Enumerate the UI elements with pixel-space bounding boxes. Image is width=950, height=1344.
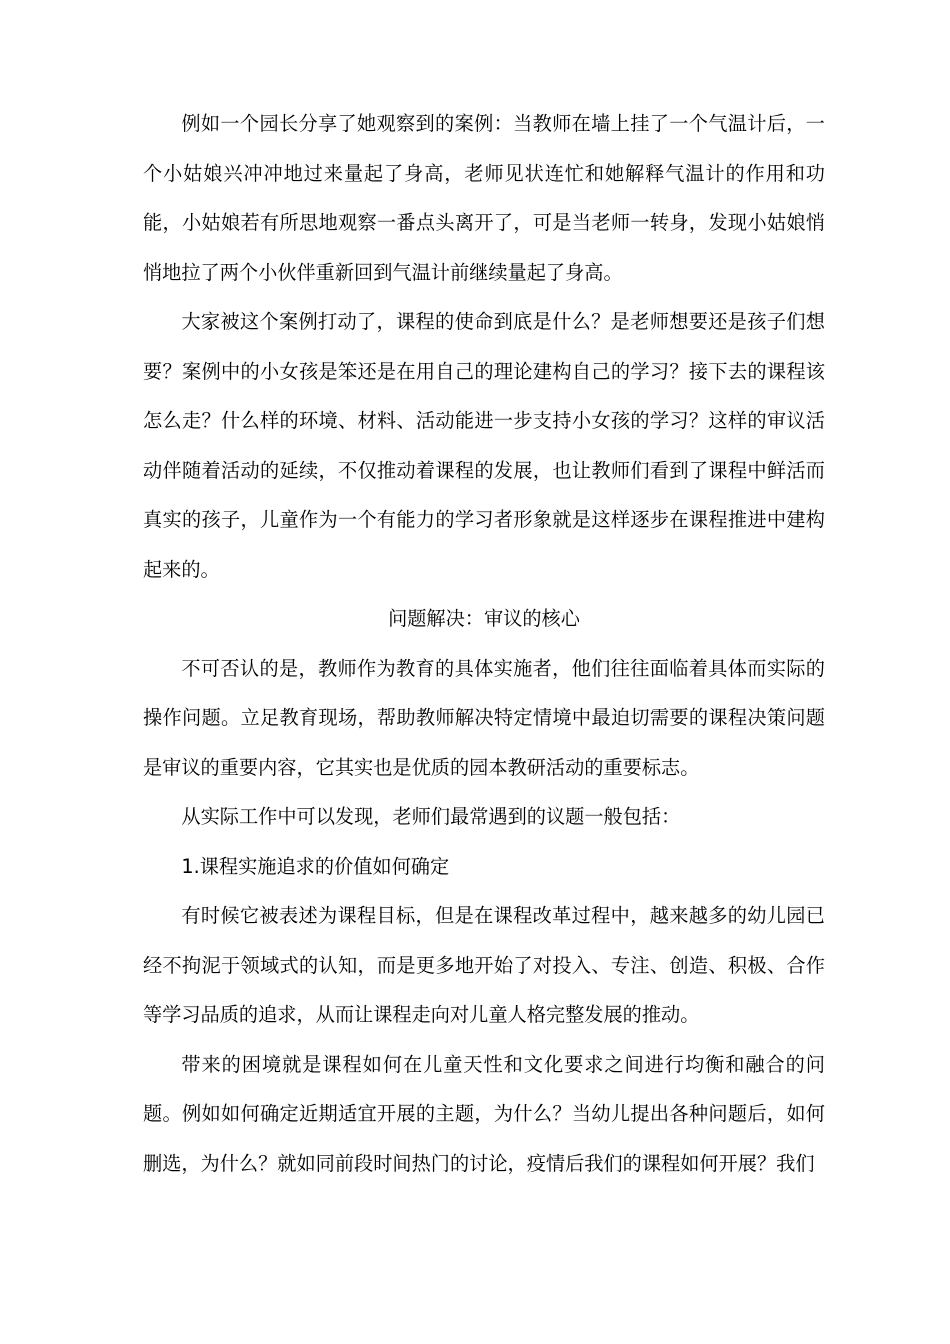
paragraph-case-reflection: 大家被这个案例打动了，课程的使命到底是什么？是老师想要还是孩子们想要？案例中的小女孩是笨还是在用自己的理论建构自己的学习？接下去的课程该怎么走？什么样的环境、材料、活动能进一步支持小女孩的学习？这样的审议活动伴随着活动的延续，不仅推动着课程的发展，也让教师们看到了课程中鲜活而真实的孩子，儿童作为一个有能力的学习者形象就是这样逐步在课程推进中建构起来的。 — [143, 310, 825, 581]
paragraph-dilemma: 带来的困境就是课程如何在儿童天性和文化要求之间进行均衡和融合的问题。例如如何确定近期适宜开展的主题，为什么？当幼儿提出各种问题后，如何删选，为什么？就如同前段时间热门的讨论，疫情后我们的课程如何开展？我们 — [143, 1052, 825, 1175]
paragraph-common-topics: 从实际工作中可以发现，老师们最常遇到的议题一般包括： — [181, 805, 681, 828]
paragraph-problem-solving: 不可否认的是，教师作为教育的具体实施者，他们往往面临着具体而实际的操作问题。立足教育现场，帮助教师解决特定情境中最迫切需要的课程决策问题是审议的重要内容，它其实也是优质的园本教研活动的重要标志。 — [143, 656, 825, 779]
section-heading: 问题解决：审议的核心 — [388, 607, 580, 630]
document-body — [143, 99, 825, 1188]
paragraph-curriculum-goals: 有时候它被表述为课程目标，但是在课程改革过程中，越来越多的幼儿园已经不拘泥于领域式的认知，而是更多地开始了对投入、专注、创造、积极、合作等学习品质的追求，从而让课程走向对儿童人格完整发展的推动。 — [143, 904, 825, 1026]
list-item-1: 1.课程实施追求的价值如何确定 — [181, 854, 450, 878]
paragraph-case-example: 例如一个园长分享了她观察到的案例：当教师在墙上挂了一个气温计后，一个小姑娘兴冲冲地过来量起了身高，老师见状连忙和她解释气温计的作用和功能，小姑娘若有所思地观察一番点头离开了，可是当老师一转身，发现小姑娘悄悄地拉了两个小伙伴重新回到气温计前继续量起了身高。 — [143, 112, 825, 284]
